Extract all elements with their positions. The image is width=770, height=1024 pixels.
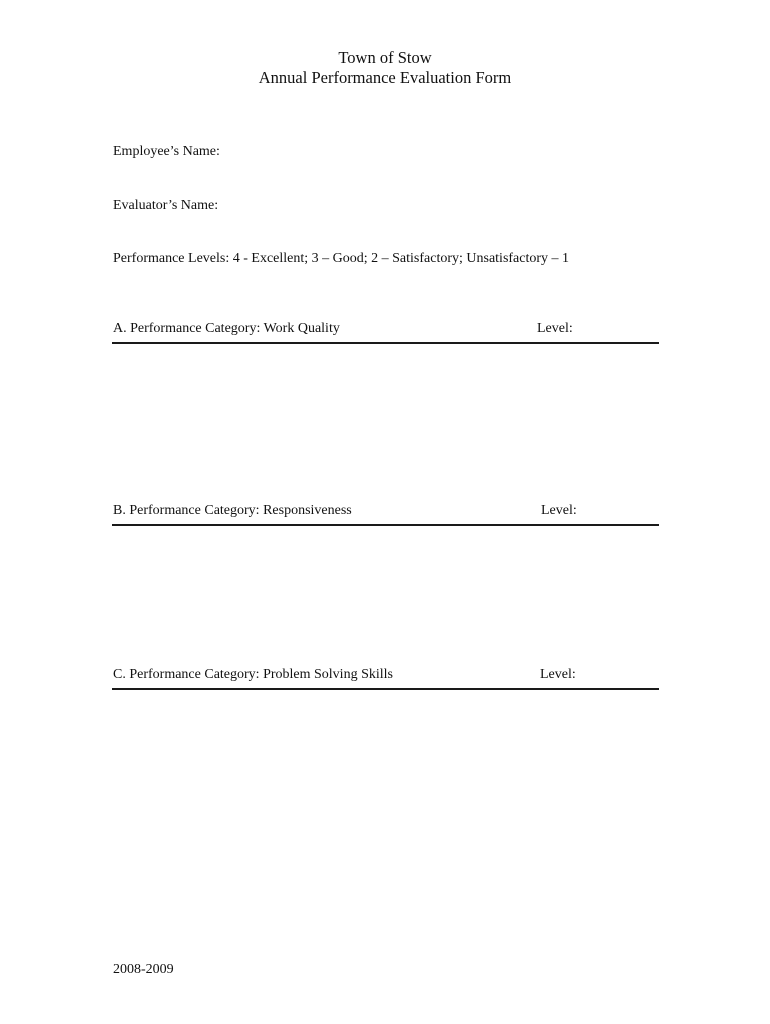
category-problem-solving-row (112, 666, 659, 690)
organization-title: Town of Stow (338, 48, 432, 67)
category-work-quality-level-label: Level: (537, 321, 573, 336)
footer-year: 2008-2009 (113, 962, 174, 977)
category-responsiveness-level-label: Level: (541, 503, 577, 518)
category-problem-solving-level-label: Level: (540, 667, 576, 682)
category-problem-solving-label: C. Performance Category: Problem Solving Skills (113, 667, 393, 682)
category-work-quality-label: A. Performance Category: Work Quality (113, 321, 340, 336)
category-responsiveness-row (112, 502, 659, 526)
employee-name-label: Employee’s Name: (113, 144, 220, 159)
category-work-quality-row (112, 320, 659, 344)
evaluator-name-label: Evaluator’s Name: (113, 198, 219, 213)
category-responsiveness-label: B. Performance Category: Responsiveness (113, 503, 352, 518)
form-title: Annual Performance Evaluation Form (258, 68, 512, 87)
performance-levels-legend: Performance Levels: 4 - Excellent; 3 – Good; 2 – Satisfactory; Unsatisfactory – 1 (113, 251, 570, 266)
